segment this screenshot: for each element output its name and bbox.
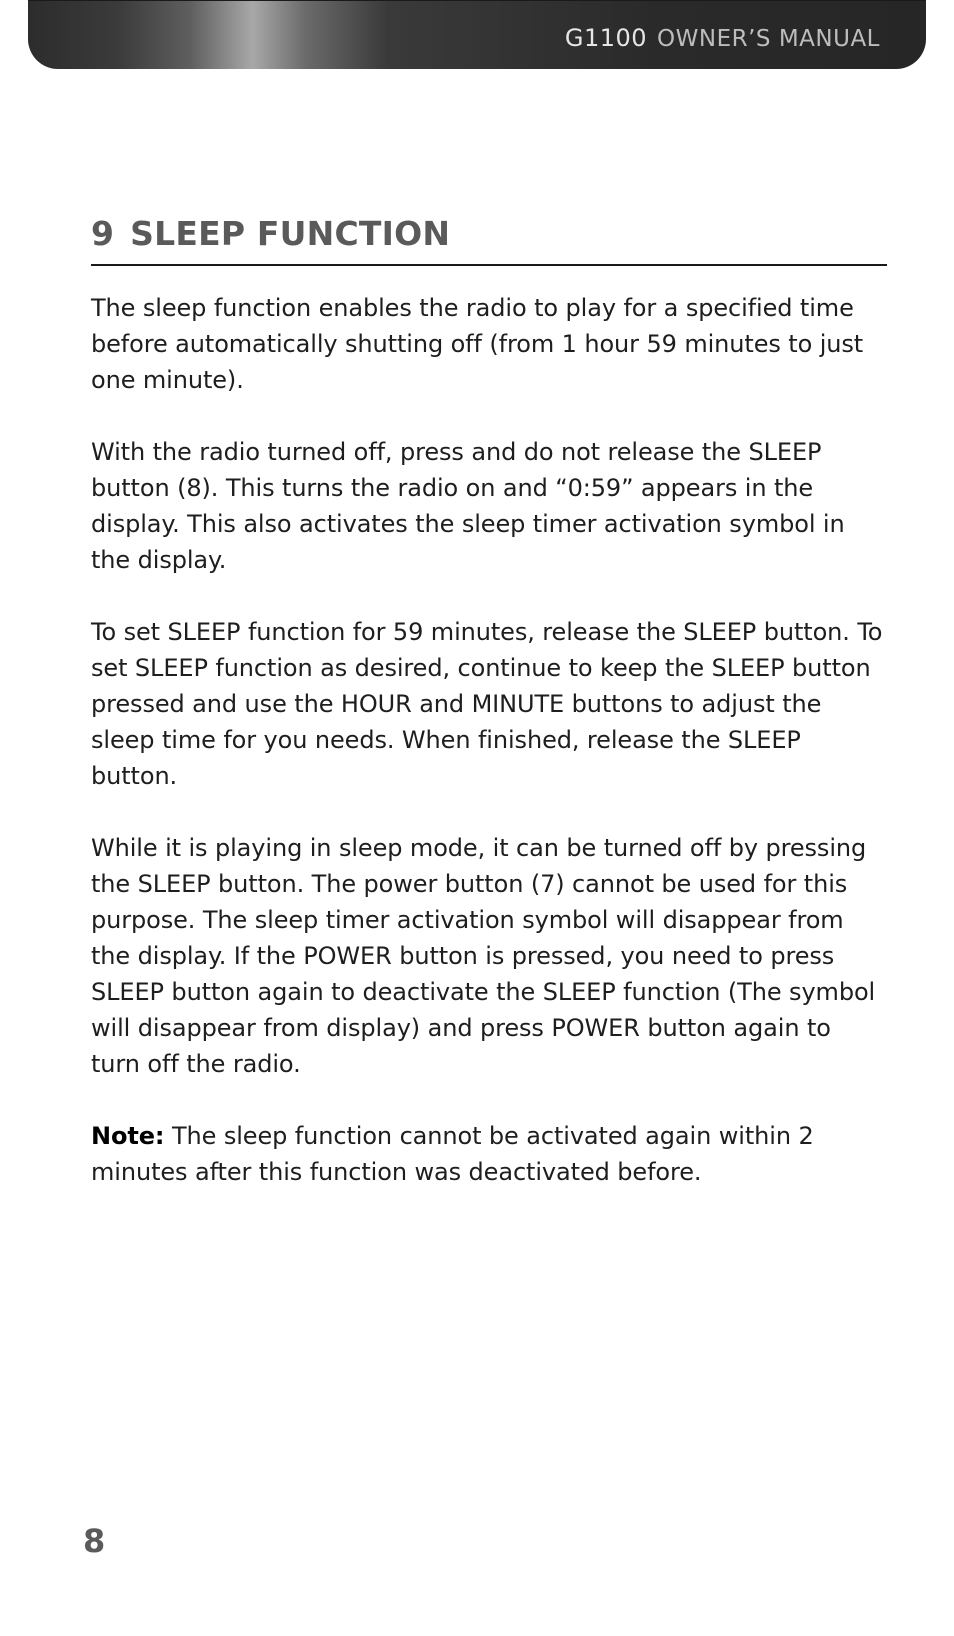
manual-title: OWNER’S MANUAL bbox=[657, 26, 880, 52]
paragraph-intro: The sleep function enables the radio to play for a specified time before automatically shutting off (from 1 hour 59 minutes to just one minute). bbox=[91, 294, 864, 394]
section-sleep-function bbox=[91, 212, 887, 1226]
note-paragraph bbox=[91, 1118, 887, 1190]
body-text bbox=[91, 290, 887, 1190]
running-header bbox=[565, 24, 880, 52]
paragraph-set-time: To set SLEEP function for 59 minutes, release the SLEEP button. To set SLEEP function as desired, continue to keep the SLEEP button pressed and use the HOUR and MINUTE buttons to adjust the sleep time for you needs. When finished, release the SLEEP button. bbox=[91, 618, 883, 790]
page-number: 8 bbox=[83, 1522, 106, 1560]
paragraph-turn-off: While it is playing in sleep mode, it can be turned off by pressing the SLEEP button. The power button (7) cannot be used for this purpose. The sleep timer activation symbol will disappear from the display. If the POWER button is pressed, you need to press SLEEP button again to deactivate the SLEEP function (The symbol will disappear from display) and press POWER button again to turn off the radio. bbox=[91, 834, 876, 1078]
paragraph-activate: With the radio turned off, press and do not release the SLEEP button (8). This turns the radio on and “0:59” appears in the display. This also activates the sleep timer activation symbol in the display. bbox=[91, 438, 845, 574]
note-text: The sleep function cannot be activated again within 2 minutes after this function was deactivated before. bbox=[91, 1122, 814, 1186]
header-bar bbox=[28, 0, 926, 69]
section-title: SLEEP FUNCTION bbox=[130, 214, 451, 253]
model-name: G1100 bbox=[564, 24, 648, 52]
note-label: Note: bbox=[91, 1122, 165, 1150]
section-heading bbox=[91, 212, 887, 266]
section-number: 9 bbox=[91, 214, 115, 253]
